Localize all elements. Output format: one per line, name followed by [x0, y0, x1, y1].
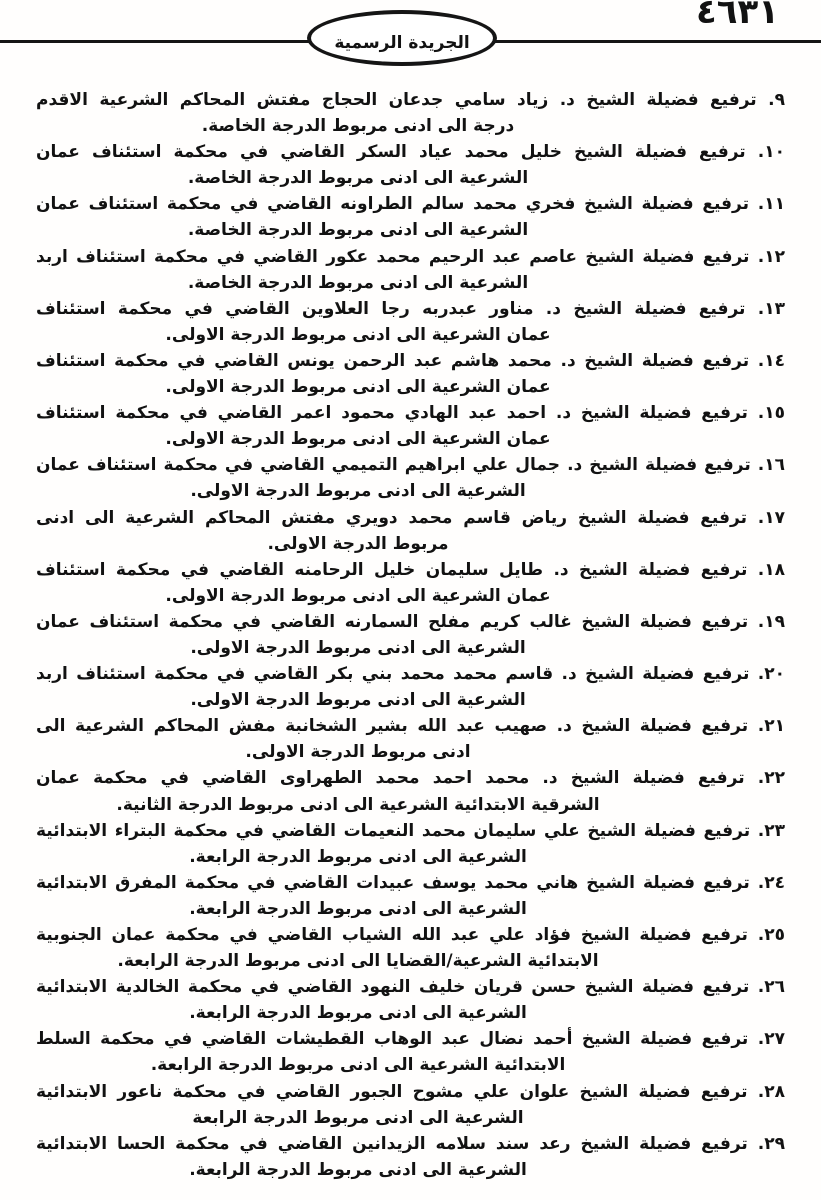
decree-line-2: عمان الشرعية الى ادنى مربوط الدرجة الاولى. [165, 324, 551, 345]
decree-line-2: الشرعية الى ادنى مربوط الدرجة الاولى. [190, 637, 526, 658]
list-item [36, 1079, 785, 1131]
list-item [36, 1131, 785, 1183]
decree-line-1: ١٤. ترفيع فضيلة الشيخ د. محمد هاشم عبد الرحمن يونس القاضي في محكمة استئناف [36, 350, 785, 371]
decree-line-1: ١١. ترفيع فضيلة الشيخ فخري محمد سالم الطراونه القاضي في محكمة استئناف عمان [36, 194, 785, 215]
decree-line-2: عمان الشرعية الى ادنى مربوط الدرجة الاولى. [165, 429, 551, 450]
decree-list [36, 87, 785, 1183]
decree-line-2: الشرعية الى ادنى مربوط الدرجة الاولى. [190, 690, 526, 711]
decree-line-2: الابتدائية الشرعية/القضايا الى ادنى مربوط الدرجة الرابعة. [117, 951, 599, 972]
list-item [36, 765, 785, 817]
decree-line-1: ١٠. ترفيع فضيلة الشيخ خليل محمد عياد السكر القاضي في محكمة استئناف عمان [36, 142, 785, 163]
decree-line-1: ٢٩. ترفيع فضيلة الشيخ رعد سند سلامه الزيدانين القاضي في محكمة الحسا الابتدائية [36, 1133, 785, 1154]
decree-line-2: الشرعية الى ادنى مربوط الدرجة الرابعة. [189, 1003, 527, 1024]
decree-line-1: ١٨. ترفيع فضيلة الشيخ د. طايل سليمان خليل الرحامنه القاضي في محكمة استئناف [36, 559, 785, 580]
decree-line-1: ٢٦. ترفيع فضيلة الشيخ حسن قريان خليف النهود القاضي في محكمة الخالدية الابتدائية [36, 977, 785, 998]
decree-line-2: عمان الشرعية الى ادنى مربوط الدرجة الاولى. [165, 585, 551, 606]
decree-line-1: ٢٧. ترفيع فضيلة الشيخ أحمد نضال عبد الوهاب القطيشات القاضي في محكمة السلط [36, 1029, 785, 1050]
list-item [36, 1026, 785, 1078]
decree-line-1: ١٥. ترفيع فضيلة الشيخ د. احمد عبد الهادي محمود اعمر القاضي في محكمة استئناف [36, 403, 785, 424]
list-item [36, 139, 785, 191]
decree-line-2: درجة الى ادنى مربوط الدرجة الخاصة. [201, 116, 515, 137]
list-item [36, 557, 785, 609]
decree-line-1: ٢٤. ترفيع فضيلة الشيخ هاني محمد يوسف عبيدات القاضي في محكمة المفرق الابتدائية [36, 872, 785, 893]
decree-line-2: الشرعية الى ادنى مربوط الدرجة الخاصة. [187, 168, 529, 189]
decree-line-2: الشرعية الى ادنى مربوط الدرجة الرابعة [192, 1107, 524, 1128]
decree-line-1: ١٧. ترفيع فضيلة الشيخ رياض قاسم محمد دويري مفتش المحاكم الشرعية الى ادنى [36, 507, 785, 528]
list-item [36, 452, 785, 504]
list-item [36, 922, 785, 974]
decree-line-1: ٢٢. ترفيع فضيلة الشيخ د. محمد احمد محمد الطهراوى القاضي في محكمة عمان [36, 768, 785, 789]
list-item [36, 348, 785, 400]
list-item [36, 505, 785, 557]
list-item [36, 87, 785, 139]
decree-line-2: الشرعية الى ادنى مربوط الدرجة الاولى. [190, 481, 526, 502]
masthead-oval [307, 10, 497, 66]
decree-line-1: ١٣. ترفيع فضيلة الشيخ د. مناور عبدربه رجا العلاوين القاضي في محكمة استئناف [36, 298, 785, 319]
decree-line-2: مربوط الدرجة الاولى. [267, 533, 449, 554]
decree-line-1: ٩. ترفيع فضيلة الشيخ د. زياد سامي جدعان الحجاج مفتش المحاكم الشرعية الاقدم [36, 90, 785, 110]
decree-line-1: ٢٣. ترفيع فضيلة الشيخ علي سليمان محمد النعيمات القاضي في محكمة البتراء الابتدائية [36, 820, 785, 841]
list-item [36, 244, 785, 296]
list-item [36, 609, 785, 661]
decree-line-1: ١٩. ترفيع فضيلة الشيخ غالب كريم مفلح السمارنه القاضي في محكمة استئناف عمان [36, 611, 785, 632]
decree-line-2: عمان الشرعية الى ادنى مربوط الدرجة الاولى. [165, 377, 551, 398]
decree-line-1: ١٦. ترفيع فضيلة الشيخ د. جمال علي ابراهيم التميمي القاضي في محكمة استئناف عمان [36, 455, 785, 476]
decree-line-2: الشرعية الى ادنى مربوط الدرجة الخاصة. [187, 272, 529, 293]
list-item [36, 870, 785, 922]
list-item [36, 974, 785, 1026]
decree-line-1: ٢٠. ترفيع فضيلة الشيخ د. قاسم محمد محمد بني بكر القاضي في محكمة استئناف اربد [36, 664, 785, 685]
decree-line-1: ٢٥. ترفيع فضيلة الشيخ فؤاد علي عبد الله الشياب القاضي في محكمة عمان الجنوبية [36, 925, 785, 945]
list-item [36, 191, 785, 243]
decree-line-1: ٢٨. ترفيع فضيلة الشيخ علوان علي مشوح الجبور القاضي في محكمة ناعور الابتدائية [36, 1081, 785, 1102]
list-item [36, 713, 785, 765]
decree-line-2: الشرعية الى ادنى مربوط الدرجة الخاصة. [187, 220, 529, 241]
decree-line-2: الشرقية الابتدائية الشرعية الى ادنى مربوط الدرجة الثانية. [116, 794, 600, 815]
masthead-title: الجريدة الرسمية [334, 33, 470, 53]
decree-line-1: ١٢. ترفيع فضيلة الشيخ عاصم عبد الرحيم محمد عكور القاضي في محكمة استئناف اربد [36, 246, 785, 267]
decree-line-2: الشرعية الى ادنى مربوط الدرجة الرابعة. [189, 898, 527, 919]
decree-line-1: ٢١. ترفيع فضيلة الشيخ د. صهيب عبد الله بشير الشخانبة مفش المحاكم الشرعية الى [36, 716, 785, 737]
decree-line-2: ادنى مربوط الدرجة الاولى. [245, 742, 471, 763]
list-item [36, 661, 785, 713]
list-item [36, 818, 785, 870]
list-item [36, 400, 785, 452]
decree-line-2: الشرعية الى ادنى مربوط الدرجة الرابعة. [189, 1159, 527, 1180]
decree-line-2: الابتدائية الشرعية الى ادنى مربوط الدرجة الرابعة. [150, 1055, 566, 1076]
decree-line-2: الشرعية الى ادنى مربوط الدرجة الرابعة. [189, 846, 527, 867]
list-item [36, 296, 785, 348]
page-number: ٤٦٣١ [695, 0, 779, 32]
